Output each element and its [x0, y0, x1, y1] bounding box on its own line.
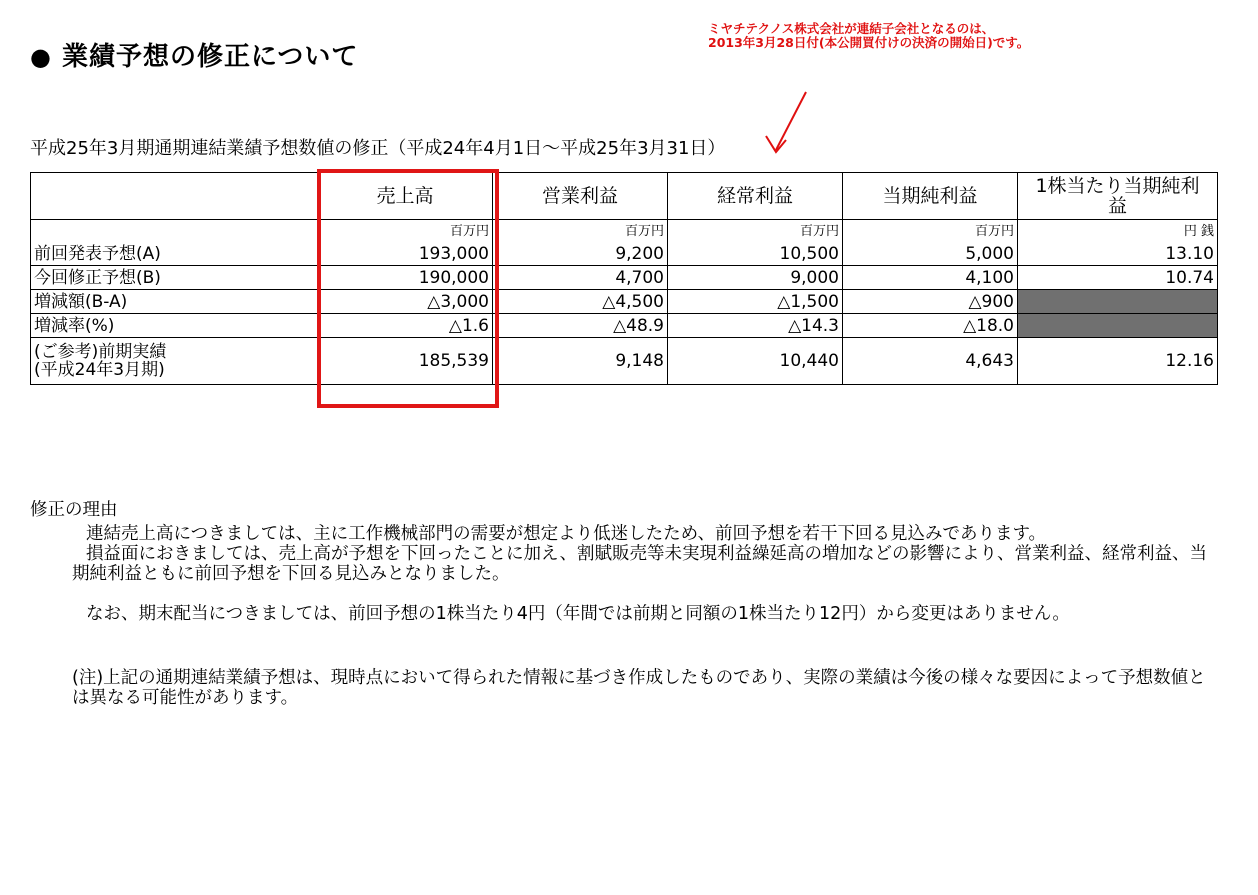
forecast-table	[30, 172, 1218, 385]
value-cell: 190,000	[318, 266, 493, 290]
reason-paragraph-sales: 連結売上高につきましては、主に工作機械部門の需要が想定より低迷したため、前回予想を若干下回る見込みであります。	[86, 524, 1047, 544]
value-cell: 9,000	[668, 266, 843, 290]
value-cell: 193,000	[318, 242, 493, 266]
value-cell: 4,700	[493, 266, 668, 290]
value-cell: 4,100	[843, 266, 1018, 290]
header-sales: 売上高	[318, 173, 493, 220]
header-eps-line-1: 1株当たり当期純利	[1035, 175, 1200, 197]
unit-cell: 百万円	[668, 220, 843, 243]
disclaimer-note: (注)上記の通期連結業績予想は、現時点において得られた情報に基づき作成したものであり、実際の業績は今後の様々な要因によって予想数値とは異なる可能性があります。	[72, 668, 1206, 708]
header-operating-income: 営業利益	[493, 173, 668, 220]
value-cell: 9,148	[493, 338, 668, 385]
shaded-cell	[1018, 290, 1218, 314]
value-cell: △14.3	[668, 314, 843, 338]
table-row	[31, 290, 1218, 314]
table-header-row	[31, 173, 1218, 220]
shaded-cell	[1018, 314, 1218, 338]
value-cell: 4,643	[843, 338, 1018, 385]
value-cell: 9,200	[493, 242, 668, 266]
value-cell: 5,000	[843, 242, 1018, 266]
value-cell: 13.10	[1018, 242, 1218, 266]
sales-column-highlight-box	[317, 169, 499, 408]
row-label: 増減額(B-A)	[31, 290, 318, 314]
header-eps	[1018, 173, 1218, 220]
row-label: 増減率(%)	[31, 314, 318, 338]
reason-section	[30, 500, 1220, 708]
prior-label-line-2: (平成24年3月期)	[34, 360, 165, 380]
table-row	[31, 266, 1218, 290]
units-row	[31, 220, 1218, 243]
annotation-arrow-icon	[760, 90, 820, 160]
reason-paragraph-dividend: なお、期末配当につきましては、前回予想の1株当たり4円（年間では前期と同額の1株当たり12円）から変更はありません。	[86, 604, 1070, 624]
unit-cell: 百万円	[843, 220, 1018, 243]
value-cell: △900	[843, 290, 1018, 314]
row-label: 今回修正予想(B)	[31, 266, 318, 290]
value-cell: △4,500	[493, 290, 668, 314]
value-cell: 10,500	[668, 242, 843, 266]
annotation-line-1: ミヤチテクノス株式会社が連結子会社となるのは、	[708, 21, 995, 36]
header-ordinary-income: 経常利益	[668, 173, 843, 220]
value-cell: 12.16	[1018, 338, 1218, 385]
red-annotation	[708, 22, 1029, 50]
table-row	[31, 242, 1218, 266]
row-label: 前回発表予想(A)	[31, 242, 318, 266]
header-net-income: 当期純利益	[843, 173, 1018, 220]
page-title-text: 業績予想の修正について	[61, 42, 359, 72]
unit-cell: 百万円	[318, 220, 493, 243]
reason-paragraph-profit: 損益面におきましては、売上高が予想を下回ったことに加え、割賦販売等未実現利益繰延高の増加などの影響により、営業利益、経常利益、当期純利益ともに前回予想を下回る見込みとなりました。	[72, 544, 1208, 584]
row-label	[31, 338, 318, 385]
unit-cell: 百万円	[493, 220, 668, 243]
header-eps-line-2: 益	[1107, 195, 1127, 217]
value-cell: 10,440	[668, 338, 843, 385]
bullet-icon: ●	[30, 43, 52, 71]
table-row	[31, 314, 1218, 338]
value-cell: 10.74	[1018, 266, 1218, 290]
reason-heading: 修正の理由	[30, 500, 118, 520]
value-cell: △18.0	[843, 314, 1018, 338]
header-empty-cell	[31, 173, 318, 220]
value-cell: △48.9	[493, 314, 668, 338]
page-title	[30, 36, 358, 73]
table-caption: 平成25年3月期通期連結業績予想数値の修正（平成24年4月1日～平成25年3月31日）	[30, 138, 726, 159]
prior-label-line-1: (ご参考)前期実績	[34, 342, 167, 362]
units-empty-cell	[31, 220, 318, 243]
value-cell: △1,500	[668, 290, 843, 314]
unit-cell: 円 銭	[1018, 220, 1218, 243]
value-cell: 185,539	[318, 338, 493, 385]
table-row-prior-year	[31, 338, 1218, 385]
value-cell: △1.6	[318, 314, 493, 338]
value-cell: △3,000	[318, 290, 493, 314]
annotation-line-2: 2013年3月28日付(本公開買付けの決済の開始日)です。	[708, 35, 1030, 50]
